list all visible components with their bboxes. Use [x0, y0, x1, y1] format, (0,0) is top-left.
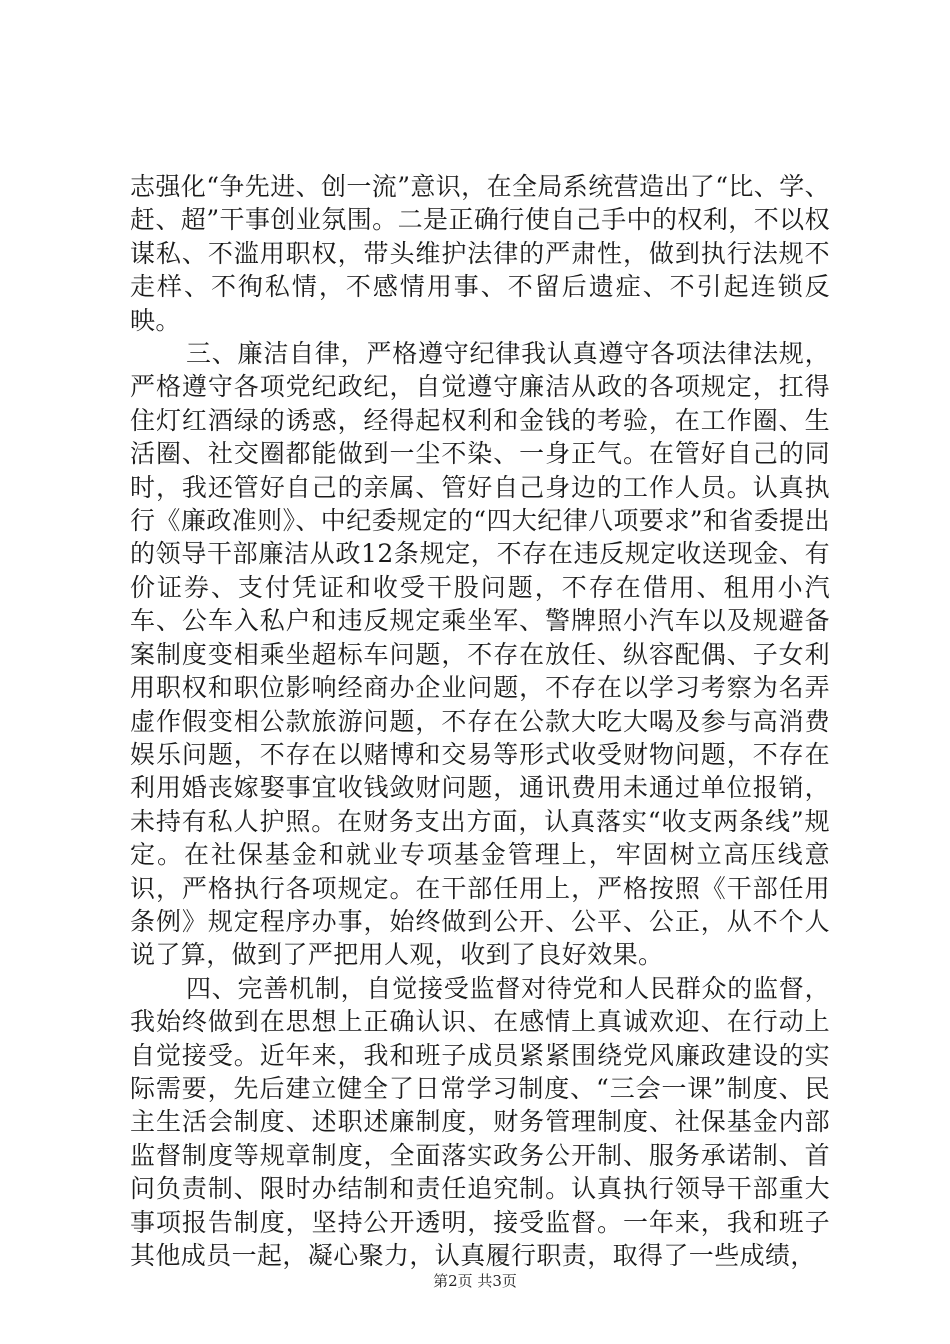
document-body: [130, 170, 830, 1272]
paragraph-continuation: 志强化“争先进、创一流”意识，在全局系统营造出了“比、学、赶、超”干事创业氛围。二是正确行使自己手中的权利，不以权谋私、不滥用职权，带头维护法律的严肃性，做到执行法规不走样、不徇私情，不感情用事、不留后遗症、不引起连锁反映。: [130, 172, 830, 335]
paragraph-section-three: 三、廉洁自律，严格遵守纪律我认真遵守各项法律法规，严格遵守各项党纪政纪，自觉遵守廉洁从政的各项规定，扛得住灯红酒绿的诱惑，经得起权利和金钱的考验，在工作圈、生活圈、社交圈都能做到一尘不染、一身正气。在管好自己的同时，我还管好自己的亲属、管好自己身边的工作人员。认真执行《廉政准则》、中纪委规定的“四大纪律八项要求”和省委提出的领导干部廉洁从政12条规定，不存在违反规定收送现金、有价证券、支付凭证和收受干股问题，不存在借用、租用小汽车、公车入私户和违反规定乘坐军、警牌照小汽车以及规避备案制度变相乘坐超标车问题，不存在放任、纵容配偶、子女利用职权和职位影响经商办企业问题，不存在以学习考察为名弄虚作假变相公款旅游问题，不存在公款大吃大喝及参与高消费娱乐问题，不存在以赌博和交易等形式收受财物问题，不存在利用婚丧嫁娶事宜收钱敛财问题，通讯费用未通过单位报销，未持有私人护照。在财务支出方面，认真落实“收支两条线”规定。在社保基金和就业专项基金管理上，牢固树立高压线意识，严格执行各项规定。在干部任用上，严格按照《干部任用条例》规定程序办事，始终做到公开、公平、公正，从不个人说了算，做到了严把用人观，收到了良好效果。: [130, 339, 830, 970]
paragraph-section-four: 四、完善机制，自觉接受监督对待党和人民群众的监督，我始终做到在思想上正确认识、在感情上真诚欢迎、在行动上自觉接受。近年来，我和班子成员紧紧围绕党风廉政建设的实际需要，先后建立健全了日常学习制度、“三会一课”制度、民主生活会制度、述职述廉制度，财务管理制度、社保基金内部监督制度等规章制度，全面落实政务公开制、服务承诺制、首问负责制、限时办结制和责任追究制。认真执行领导干部重大事项报告制度，坚持公开透明，接受监督。一年来，我和班子其他成员一起，凝心聚力，认真履行职责，取得了一些成绩，: [130, 973, 830, 1270]
page-number-footer: 第2页 共3页: [433, 1272, 517, 1290]
